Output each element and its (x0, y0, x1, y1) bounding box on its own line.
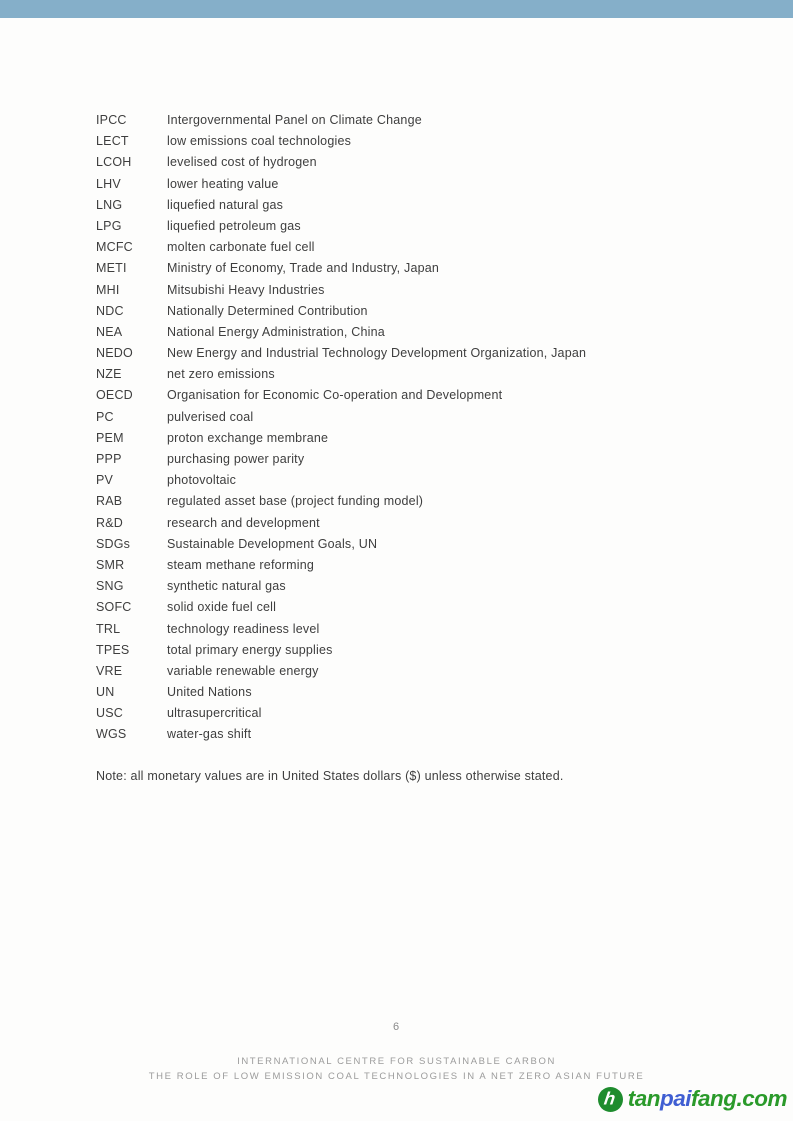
abbreviation-definition: proton exchange membrane (167, 430, 329, 445)
abbreviation-definition: steam methane reforming (167, 557, 315, 572)
abbreviation-definition: synthetic natural gas (167, 579, 286, 594)
page-number: 6 (392, 1021, 401, 1033)
abbreviation-row (96, 682, 753, 703)
abbreviation-term: SDGs (96, 536, 131, 551)
abbreviation-definition: Organisation for Economic Co-operation and Development (167, 388, 503, 403)
abbreviation-row (96, 407, 753, 428)
abbreviation-definition: Nationally Determined Contribution (167, 303, 368, 318)
abbreviation-term: SNG (96, 579, 124, 594)
abbreviation-term: NDC (96, 303, 124, 318)
abbreviation-row (96, 258, 753, 279)
abbreviation-row (96, 237, 753, 258)
abbreviation-term: UN (96, 685, 115, 700)
logo-text-pai: pai (659, 1086, 691, 1111)
abbreviation-definition: water-gas shift (167, 727, 252, 742)
abbreviation-definition: Sustainable Development Goals, UN (167, 536, 378, 551)
abbreviation-definition: molten carbonate fuel cell (167, 240, 315, 255)
abbreviation-term: TPES (96, 642, 130, 657)
abbreviation-term: LECT (96, 134, 129, 149)
abbreviation-definition: levelised cost of hydrogen (167, 155, 317, 170)
abbreviation-row (96, 174, 753, 195)
footer-organisation: INTERNATIONAL CENTRE FOR SUSTAINABLE CARBON (237, 1056, 556, 1067)
abbreviation-definition: National Energy Administration, China (167, 324, 385, 339)
abbreviation-term: LCOH (96, 155, 132, 170)
abbreviation-term: SMR (96, 557, 125, 572)
abbreviation-term: NEA (96, 324, 123, 339)
logo-text-tan: tan (627, 1086, 660, 1111)
tanpaifang-leaf-icon: h (598, 1087, 623, 1112)
abbreviation-row (96, 280, 753, 301)
abbreviation-row (96, 195, 753, 216)
monetary-note: Note: all monetary values are in United States dollars ($) unless otherwise stated. (96, 769, 564, 783)
abbreviation-term: SOFC (96, 600, 132, 615)
abbreviation-term: PPP (96, 452, 122, 466)
abbreviation-definition: pulverised coal (167, 409, 254, 424)
abbreviation-list (96, 110, 753, 746)
abbreviation-term: TRL (96, 621, 121, 636)
abbreviation-row (96, 491, 753, 512)
abbreviation-row (96, 364, 753, 385)
abbreviation-term: VRE (96, 663, 123, 678)
abbreviation-term: RAB (96, 494, 123, 509)
abbreviation-row (96, 640, 753, 661)
abbreviation-definition: United Nations (167, 685, 252, 700)
abbreviation-row (96, 703, 753, 724)
abbreviation-definition: liquefied petroleum gas (167, 218, 301, 233)
abbreviation-definition: New Energy and Industrial Technology Development Organization, Japan (167, 346, 587, 361)
abbreviation-definition: variable renewable energy (167, 663, 319, 678)
page-footer (0, 1054, 793, 1084)
abbreviation-term: USC (96, 706, 123, 721)
abbreviation-row (96, 110, 753, 131)
abbreviation-row (96, 301, 753, 322)
abbreviation-row (96, 724, 753, 745)
abbreviation-definition: low emissions coal technologies (167, 134, 352, 149)
abbreviation-row (96, 322, 753, 343)
abbreviation-definition: technology readiness level (167, 621, 320, 636)
abbreviation-row (96, 152, 753, 173)
abbreviation-definition: solid oxide fuel cell (167, 600, 277, 615)
logo-text-fang-com: fang.com (690, 1086, 787, 1111)
footer-report-title: THE ROLE OF LOW EMISSION COAL TECHNOLOGIES IN A NET ZERO ASIAN FUTURE (148, 1071, 645, 1082)
abbreviation-row (96, 449, 753, 470)
abbreviation-row (96, 385, 753, 406)
abbreviation-definition: research and development (167, 515, 320, 530)
abbreviation-definition: total primary energy supplies (167, 642, 333, 657)
abbreviation-term: LHV (96, 176, 121, 191)
abbreviation-definition: regulated asset base (project funding model) (167, 494, 424, 509)
tanpaifang-watermark[interactable] (598, 1086, 787, 1112)
abbreviation-row (96, 470, 753, 491)
abbreviation-term: PV (96, 473, 114, 488)
abbreviation-row (96, 555, 753, 576)
abbreviation-term: NEDO (96, 346, 133, 361)
abbreviation-term: LPG (96, 218, 122, 233)
abbreviation-term: LNG (96, 197, 123, 212)
page-header-band (0, 0, 793, 18)
abbreviation-term: PEM (96, 430, 124, 445)
abbreviation-term: MCFC (96, 240, 133, 255)
abbreviation-row (96, 661, 753, 682)
abbreviation-definition: ultrasupercritical (167, 706, 262, 721)
abbreviation-term: MHI (96, 282, 120, 297)
abbreviation-definition: Ministry of Economy, Trade and Industry, Japan (167, 261, 440, 276)
abbreviation-term: NZE (96, 367, 122, 382)
abbreviation-definition: purchasing power parity (167, 452, 305, 466)
abbreviation-definition: liquefied natural gas (167, 197, 284, 212)
abbreviation-row (96, 619, 753, 640)
abbreviation-definition: lower heating value (167, 176, 279, 191)
abbreviation-row (96, 534, 753, 555)
abbreviation-definition: Intergovernmental Panel on Climate Change (167, 113, 422, 127)
abbreviation-term: WGS (96, 727, 127, 742)
abbreviation-term: OECD (96, 388, 133, 403)
tanpaifang-logo-text (628, 1086, 787, 1112)
abbreviation-row (96, 343, 753, 364)
abbreviation-row (96, 597, 753, 618)
abbreviation-definition: photovoltaic (167, 473, 237, 488)
abbreviation-definition: Mitsubishi Heavy Industries (167, 282, 325, 297)
abbreviation-row (96, 576, 753, 597)
abbreviation-definition: net zero emissions (167, 367, 275, 382)
abbreviation-row (96, 131, 753, 152)
abbreviation-term: PC (96, 409, 114, 424)
abbreviation-row (96, 513, 753, 534)
abbreviation-row (96, 428, 753, 449)
abbreviation-term: R&D (96, 515, 123, 530)
abbreviation-row (96, 216, 753, 237)
abbreviation-term: METI (96, 261, 127, 276)
abbreviation-term: IPCC (96, 113, 127, 127)
